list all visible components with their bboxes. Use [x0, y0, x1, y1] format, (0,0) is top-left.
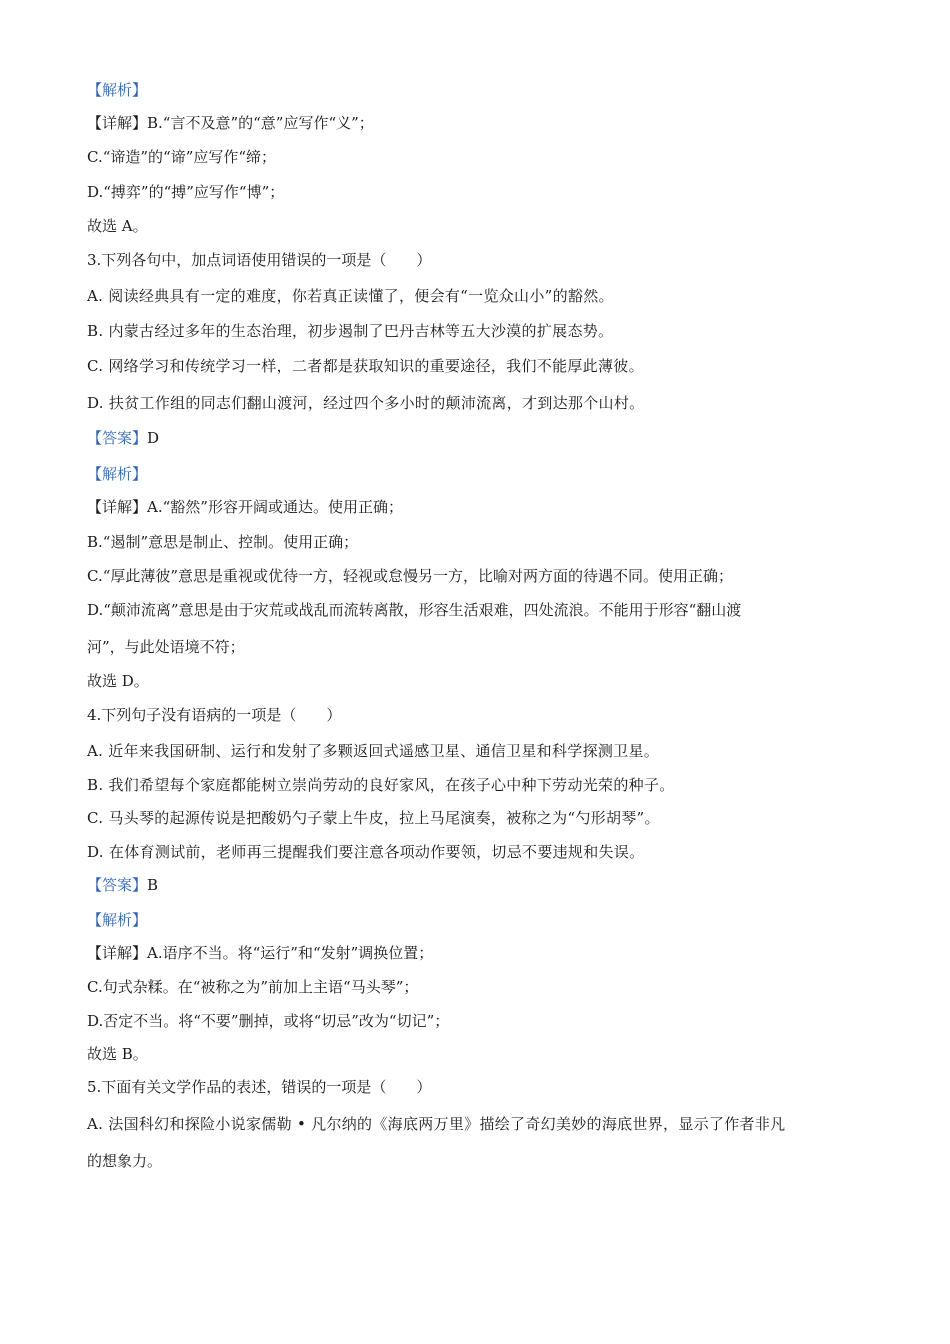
detail-line: D.“搏弈”的“搏”应写作“博”； [87, 183, 285, 201]
detail-line: 【详解】B.“言不及意”的“意”应写作“义”； [87, 114, 374, 132]
question-4: 4.下列句子没有语病的一项是（ ） [87, 706, 342, 724]
detail-line: C.“厚此薄彼”意思是重视或优待一方，轻视或怠慢另一方，比喻对两方面的待遇不同。使用正确； [87, 567, 734, 585]
option-d: D. 在体育测试前，老师再三提醒我们要注意各项动作要领，切忌不要违规和失误。 [87, 843, 645, 861]
choice-line: 故选 B。 [87, 1045, 148, 1063]
detail-line: D.“颠沛流离”意思是由于灾荒或战乱而流转离散，形容生活艰难，四处流浪。不能用于形容“翻山渡 [87, 601, 742, 619]
option-b: B. 内蒙古经过多年的生态治理，初步遏制了巴丹吉林等五大沙漠的扩展态势。 [87, 322, 614, 340]
option-a: A. 法国科幻和探险小说家儒勒 • 凡尔纳的《海底两万里》描绘了奇幻美妙的海底世界，显示了作者非凡 [87, 1115, 786, 1133]
answer-line: 【答案】B [87, 876, 159, 894]
detail-line: 【详解】A.“豁然”形容开阔或通达。使用正确； [87, 498, 403, 516]
detail-line: B.“遏制”意思是制止、控制。使用正确； [87, 533, 359, 551]
option-a: A. 近年来我国研制、运行和发射了多颗返回式遥感卫星、通信卫星和科学探测卫星。 [87, 742, 660, 760]
analysis-heading: 【解析】 [87, 81, 148, 99]
choice-line: 故选 A。 [87, 217, 148, 235]
option-a-continued: 的想象力。 [87, 1152, 163, 1170]
analysis-heading: 【解析】 [87, 911, 148, 929]
question-3: 3.下列各句中，加点词语使用错误的一项是（ ） [87, 251, 432, 269]
analysis-heading: 【解析】 [87, 465, 148, 483]
option-a: A. 阅读经典具有一定的难度，你若真正读懂了，便会有“一览众山小”的豁然。 [87, 287, 614, 305]
choice-line: 故选 D。 [87, 672, 149, 690]
option-c: C. 网络学习和传统学习一样，二者都是获取知识的重要途径，我们不能厚此薄彼。 [87, 357, 644, 375]
detail-line: C.句式杂糅。在“被称之为”前加上主语“马头琴”； [87, 978, 419, 996]
detail-line: D.否定不当。将“不要”删掉，或将“切忌”改为“切记”； [87, 1012, 450, 1030]
answer-line: 【答案】D [87, 429, 160, 447]
question-5: 5.下面有关文学作品的表述，错误的一项是（ ） [87, 1078, 432, 1096]
option-d: D. 扶贫工作组的同志们翻山渡河，经过四个多小时的颠沛流离，才到达那个山村。 [87, 394, 645, 412]
option-b: B. 我们希望每个家庭都能树立崇尚劳动的良好家风，在孩子心中种下劳动光荣的种子。 [87, 776, 675, 794]
detail-line: 河”，与此处语境不符； [87, 638, 245, 656]
detail-line: C.“谛造”的“谛”应写作“缔； [87, 148, 277, 166]
option-c: C. 马头琴的起源传说是把酸奶勺子蒙上牛皮，拉上马尾演奏，被称之为“勺形胡琴”。 [87, 809, 660, 827]
detail-line: 【详解】A.语序不当。将“运行”和“发射”调换位置； [87, 944, 434, 962]
